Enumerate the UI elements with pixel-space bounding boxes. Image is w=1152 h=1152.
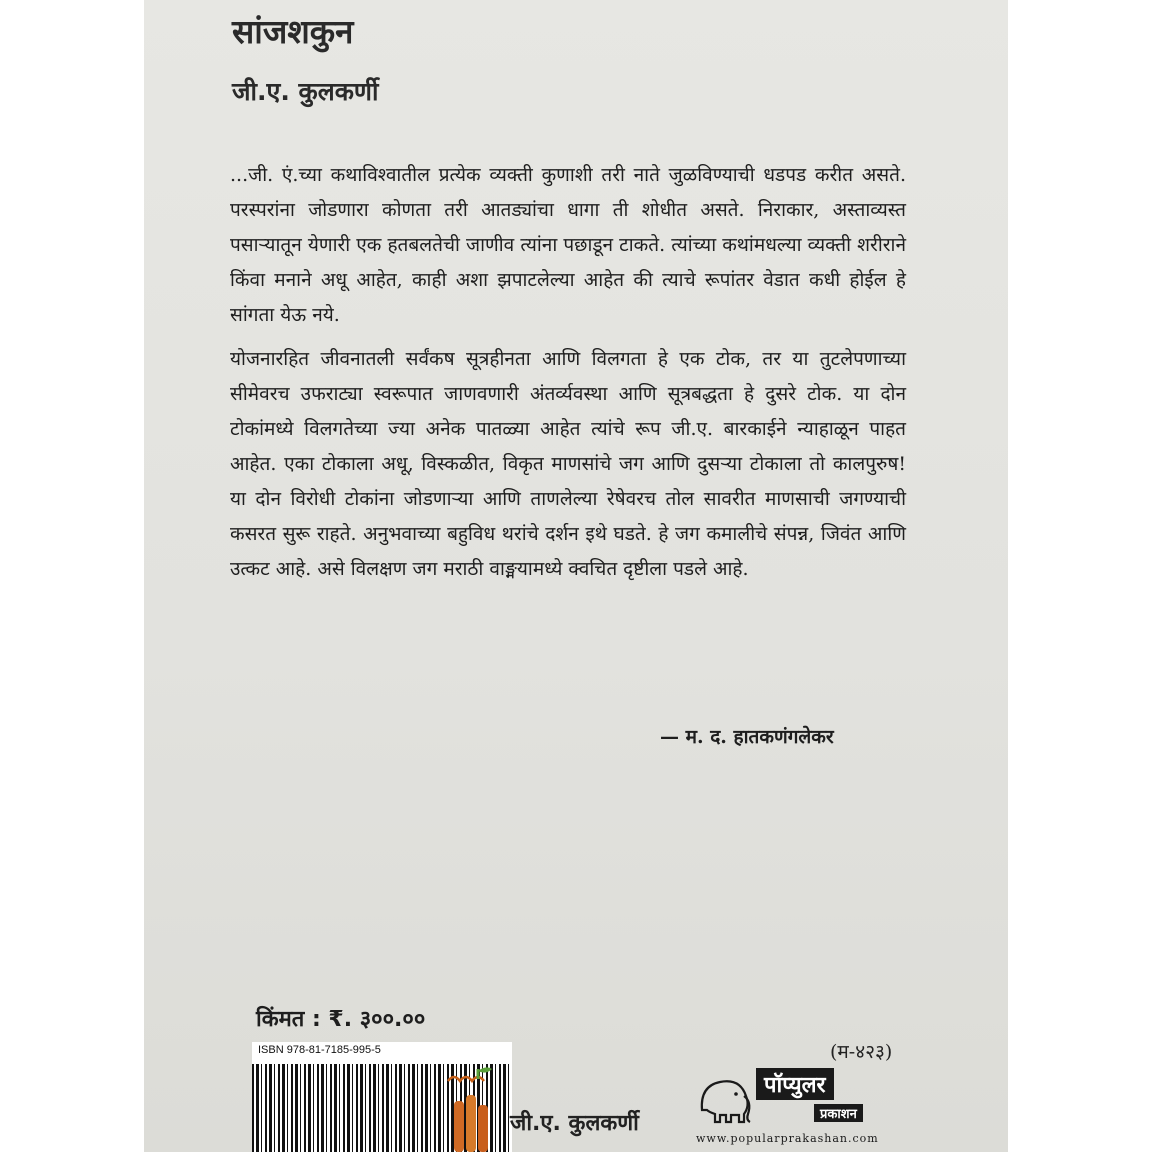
book-back-cover [144,0,1008,1152]
price-label: किंमत : ₹. ३००.०० [256,1007,426,1032]
author-logo-icon [434,1065,514,1152]
book-author: जी.ए. कुलकर्णी [232,77,379,106]
blurb-paragraph-1: ...जी. एं.च्या कथाविश्वातील प्रत्येक व्यक्ती कुणाशी तरी नाते जुळविण्याची धडपड करीत असते. परस्परांना जोडणारा कोणता तरी आतड्यांचा धागा ती शोधीत असते. निराकार, अस्ताव्यस्त पसाऱ्यातून येणारी एक हतबलतेची जाणीव त्यांना पछाडून टाकते. त्यांच्या कथांमधल्या व्यक्ती शरीराने किंवा मनाने अधू आहेत, काही अशा झपाटलेल्या आहेत की त्याचे रूपांतर वेडात कधी होईल हे सांगता येऊ नये. [230,164,906,326]
author-logo [434,1065,684,1152]
book-title: सांजशकुन [232,12,354,51]
catalog-code: (म-४२३) [830,1041,893,1063]
elephant-icon [696,1070,754,1128]
blurb-text [230,158,906,596]
publisher-logo [696,1062,946,1152]
publisher-url: www.popularprakashan.com [696,1132,879,1145]
author-logo-name: जी.ए. कुलकर्णी [510,1111,639,1136]
publisher-name: पॉप्युलर [756,1068,834,1100]
blurb-signature: — म. द. हातकणंगलेकर [660,726,834,748]
publisher-subtitle: प्रकाशन [814,1104,863,1122]
blurb-paragraph-2: योजनारहित जीवनातली सर्वंकष सूत्रहीनता आणि विलगता हे एक टोक, तर या तुटलेपणाच्या सीमेवरच उफराट्या स्वरूपात जाणवणारी अंतर्व्यवस्था आणि सूत्रबद्धता हे दुसरे टोक. या दोन टोकांमध्ये विलगतेच्या ज्या अनेक पातळ्या आहेत त्यांचे रूप जी.ए. बारकाईने न्याहाळून पाहत आहेत. एका टोकाला अधू, विस्कळीत, विकृत माणसांचे जग आणि दुसऱ्या टोकाला तो कालपुरुष! या दोन विरोधी टोकांना जोडणाऱ्या आणि ताणलेल्या रेषेवरच तोल सावरीत माणसाची जगण्याची कसरत सुरू राहते. अनुभवाच्या बहुविध थरांचे दर्शन इथे घडते. हे जग कमालीचे संपन्न, जिवंत आणि उत्कट आहे. असे विलक्षण जग मराठी वाङ्मयामध्ये क्वचित दृष्टीला पडले आहे. [230,348,906,580]
isbn-text: ISBN 978-81-7185-995-5 [258,1044,381,1056]
